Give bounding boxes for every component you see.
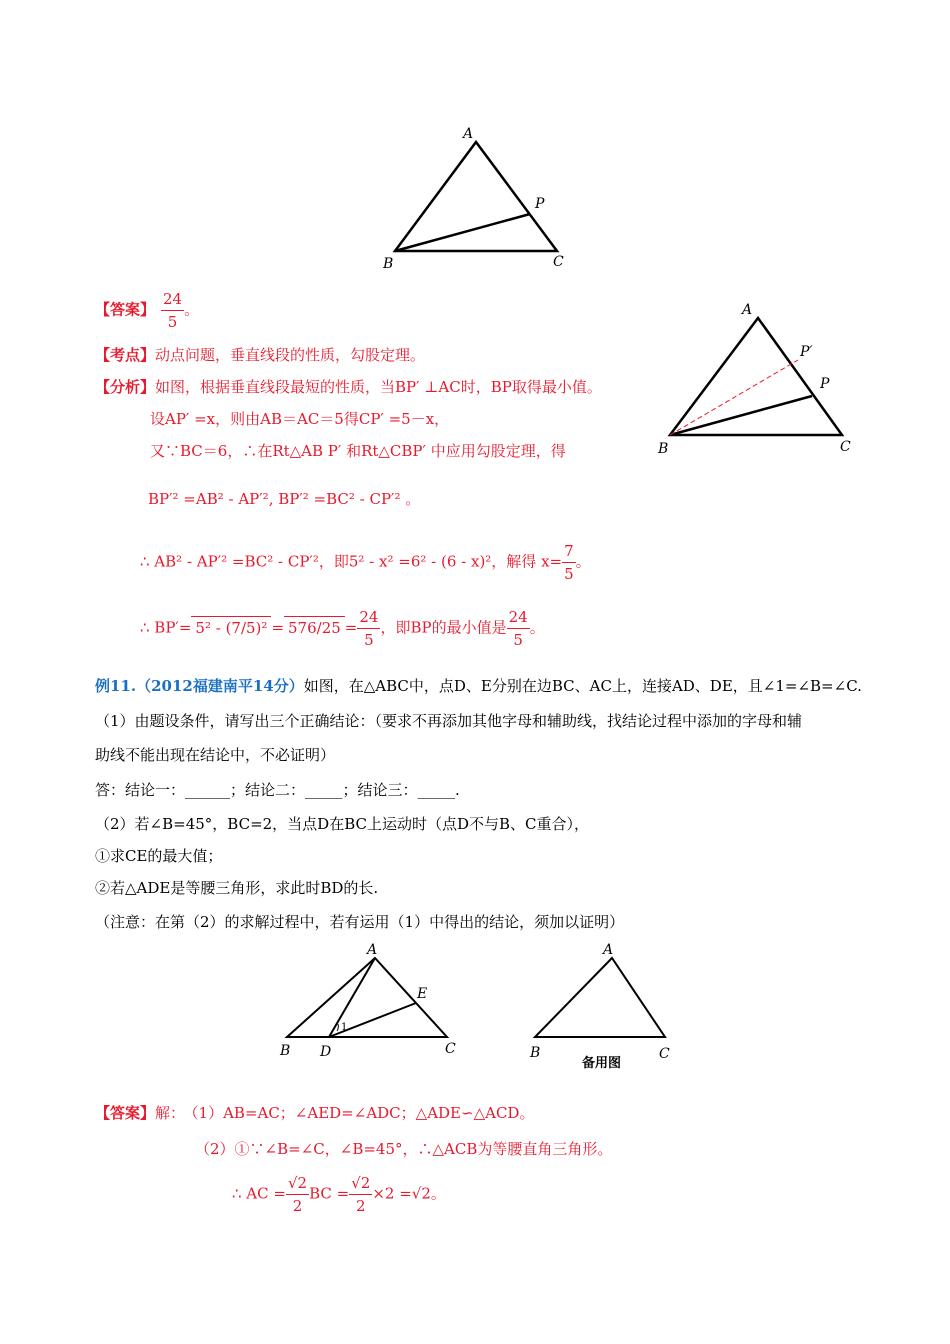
fig3-label-a: A (367, 942, 378, 958)
example-answer-line: 答：结论一：______；结论二：_____；结论三：_____. (95, 781, 460, 799)
fig1-label-b: B (383, 256, 394, 272)
triangle-figure-1 (375, 120, 575, 275)
triangle-figure-4 (525, 940, 685, 1070)
fig3-angle-1: 1 (341, 1022, 348, 1033)
sqrt-expression-1: 5² - (7/5)² (191, 616, 271, 639)
fenxi-line-3: 又∵BC＝6，∴在Rt△AB P′ 和Rt△CBP′ 中应用勾股定理，得 (150, 442, 566, 460)
fig1-label-c: C (553, 254, 564, 270)
triangle-figure-3 (275, 940, 475, 1065)
fig3-label-b: B (280, 1043, 291, 1059)
fig3-label-c: C (445, 1041, 456, 1057)
example-11-stem: 例11.（2012福建南平14分）如图，在△ABC中，点D、E分别在边BC、AC上，连接AD、DE，且∠1=∠B=∠C. (95, 677, 862, 695)
kaodian: 【考点】动点问题，垂直线段的性质，勾股定理。 (95, 346, 426, 364)
fenxi-line-1: 【分析】如图，根据垂直线段最短的性质，当BP′ ⊥AC时，BP取得最小值。 (95, 378, 602, 396)
fig4-label-c: C (659, 1046, 670, 1062)
fenxi-eq-3: ∴ BP′= 5² - (7/5)² = 576/25 = $\frac{24}{5}$ ，即BP的最小值是 $\frac{24}{5}$ 。 (140, 608, 545, 649)
triangle-figure-2 (650, 298, 860, 463)
answer-tag: 【答案】 (95, 300, 156, 319)
fig2-label-b: B (658, 441, 669, 457)
answer-1: 【答案】 $\frac{24}{5}$ 。 (95, 290, 200, 331)
fig2-label-a: A (742, 302, 753, 318)
answer-2-line-1: 【答案】解： （1）AB=AC；∠AED=∠ADC；△ADE∽△ACD。 (95, 1104, 535, 1122)
fig1-label-a: A (463, 126, 474, 142)
example-q2: （2）若∠B=45°，BC=2，当点D在BC上运动时（点D不与B、C重合）， (95, 815, 590, 833)
answer-2-line-3: ∴ AC = $\frac{√2}{2}$ BC = $\frac{√2}{2}$ ×2 =√2。 (232, 1174, 446, 1215)
sqrt-expression-2: 576/25 (284, 616, 345, 639)
fig4-label-b: B (530, 1045, 541, 1061)
fenxi-eq-1: BP′² =AB² - AP′², BP′² =BC² - CP′² 。 (148, 490, 421, 508)
fenxi-eq-2: ∴ AB² - AP′² =BC² - CP′²，即5² - x² =6² - (6 - x)²，解得 x= $\frac{7}{5}$ 。 (140, 542, 591, 583)
fraction-24-5: $\frac{24}{5}$ (163, 290, 183, 331)
fig4-label-a: A (603, 942, 614, 958)
fig3-label-e: E (417, 986, 428, 1002)
fig1-label-p: P (535, 196, 545, 212)
fig4-caption: 备用图 (582, 1056, 622, 1070)
example-q2a: ①求CE的最大值； (95, 847, 223, 865)
example-note: （注意：在第（2）的求解过程中，若有运用（1）中得出的结论，须加以证明） (95, 913, 625, 931)
fig3-label-d: D (320, 1044, 332, 1060)
fig2-label-c: C (840, 439, 851, 455)
fig2-label-p: P (820, 376, 830, 392)
answer-2-line-2: （2）①∵∠B=∠C，∠B=45°，∴△ACB为等腰直角三角形。 (195, 1140, 613, 1158)
fenxi-line-2: 设AP′ =x，则由AB＝AC＝5得CP′ =5－x， (150, 410, 450, 428)
example-q1a: （1）由题设条件，请写出三个正确结论：（要求不再添加其他字母和辅助线，找结论过程中添加的字母和辅 (95, 712, 803, 730)
example-q2b: ②若△ADE是等腰三角形，求此时BD的长. (95, 879, 379, 897)
fig2-label-p-prime: P′ (800, 344, 813, 360)
example-q1b: 助线不能出现在结论中，不必证明） (95, 746, 336, 764)
